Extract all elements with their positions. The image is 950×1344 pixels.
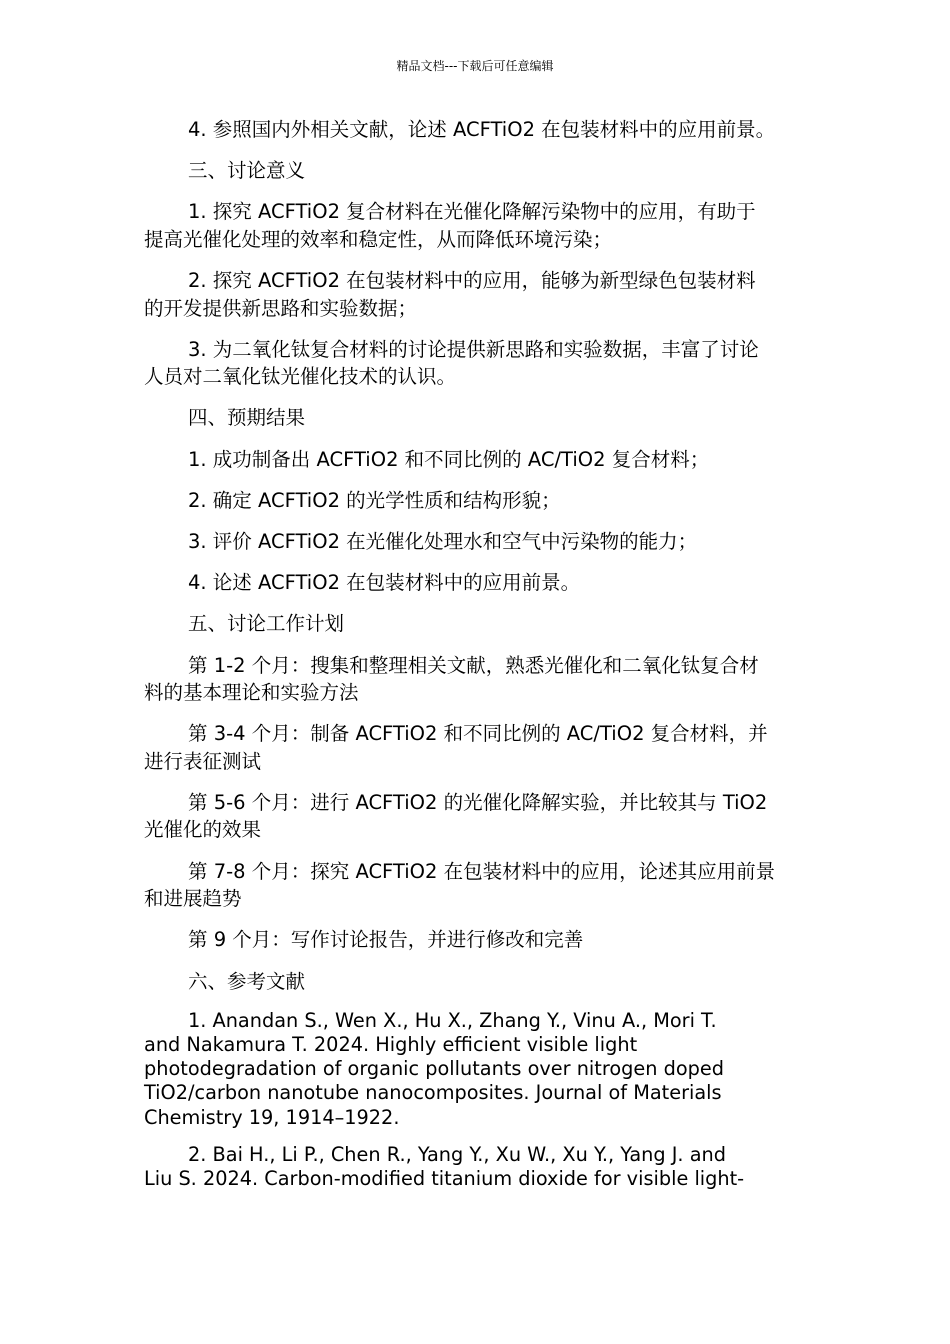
paragraph-result-2 (144, 487, 816, 515)
page-header: 精品文档---下载后可任意编辑 (396, 59, 554, 73)
paragraph-plan-month-9 (144, 926, 816, 954)
text-line: 进行表征测试 (144, 749, 262, 773)
text-line: Liu S. 2024. Carbon-modified titanium dioxide for visible light- (144, 1166, 745, 1190)
section-heading-expected-results (144, 404, 816, 432)
paragraph-significance-1 (144, 198, 816, 253)
text-line: 第 1-2 个月：搜集和整理相关文献，熟悉光催化和二氧化钛复合材 (188, 653, 759, 677)
text-line: 1. Anandan S., Wen X., Hu X., Zhang Y., Vinu A., Mori T. (188, 1008, 717, 1032)
text-line: 五、讨论工作计划 (188, 612, 345, 636)
paragraph-plan-month-3-4 (144, 720, 816, 775)
text-line: 三、讨论意义 (188, 159, 306, 183)
text-line: 1. 成功制备出 ACFTiO2 和不同比例的 AC/TiO2 复合材料； (188, 447, 710, 471)
paragraph-plan-month-1-2 (144, 652, 816, 707)
section-heading-references (144, 968, 816, 996)
text-line: 4. 参照国内外相关文献，论述 ACFTiO2 在包装材料中的应用前景。 (188, 118, 776, 141)
text-line: 提高光催化处理的效率和稳定性，从而降低环境污染； (144, 227, 613, 251)
text-line: 2. Bai H., Li P., Chen R., Yang Y., Xu W., Xu Y., Yang J. and (188, 1142, 726, 1166)
text-line: photodegradation of organic pollutants over nitrogen doped (144, 1057, 724, 1081)
text-line: 料的基本理论和实验方法 (144, 681, 359, 705)
paragraph-plan-month-7-8 (144, 858, 816, 913)
text-line: 六、参考文献 (188, 969, 306, 993)
text-line: 第 9 个月：写作讨论报告，并进行修改和完善 (188, 928, 584, 952)
text-line: 和进展趋势 (144, 887, 242, 911)
text-line: 人员对二氧化钛光催化技术的认识。 (144, 365, 457, 389)
text-line: 的开发提供新思路和实验数据； (144, 296, 418, 320)
text-line: 光催化的效果 (144, 818, 262, 842)
paragraph-result-4 (144, 569, 816, 597)
paragraph-significance-2 (144, 267, 816, 322)
section-heading-significance (144, 157, 816, 185)
reference-item-1 (144, 1009, 816, 1130)
text-line: 3. 为二氧化钛复合材料的讨论提供新思路和实验数据，丰富了讨论 (188, 337, 759, 361)
text-line: 第 7-8 个月：探究 ACFTiO2 在包装材料中的应用，论述其应用前景 (188, 859, 776, 883)
text-line: 第 3-4 个月：制备 ACFTiO2 和不同比例的 AC/TiO2 复合材料，并 (188, 722, 768, 746)
text-line: TiO2/carbon nanotube nanocomposites. Journal of Materials (144, 1081, 722, 1105)
paragraph-result-1 (144, 446, 816, 474)
document-body (144, 116, 816, 1204)
text-line: 1. 探究 ACFTiO2 复合材料在光催化降解污染物中的应用，有助于 (188, 200, 756, 224)
paragraph-significance-3 (144, 336, 816, 391)
text-line: 4. 论述 ACFTiO2 在包装材料中的应用前景。 (188, 571, 581, 595)
section-heading-work-plan (144, 610, 816, 638)
text-line: 3. 评价 ACFTiO2 在光催化处理水和空气中污染物的能力； (188, 530, 698, 553)
text-line: Chemistry 19, 1914–1922. (144, 1105, 400, 1129)
text-line: 四、预期结果 (188, 406, 306, 430)
text-line: 2. 确定 ACFTiO2 的光学性质和结构形貌； (188, 488, 561, 512)
text-line: and Nakamura T. 2024. Highly efficient visible light (144, 1032, 638, 1056)
reference-item-2 (144, 1143, 816, 1191)
paragraph-plan-month-5-6 (144, 789, 816, 844)
paragraph-result-3 (144, 528, 816, 556)
paragraph-application-prospect (144, 116, 816, 144)
text-line: 2. 探究 ACFTiO2 在包装材料中的应用，能够为新型绿色包装材料 (188, 269, 756, 293)
text-line: 第 5-6 个月：进行 ACFTiO2 的光催化降解实验，并比较其与 TiO2 (188, 790, 768, 814)
